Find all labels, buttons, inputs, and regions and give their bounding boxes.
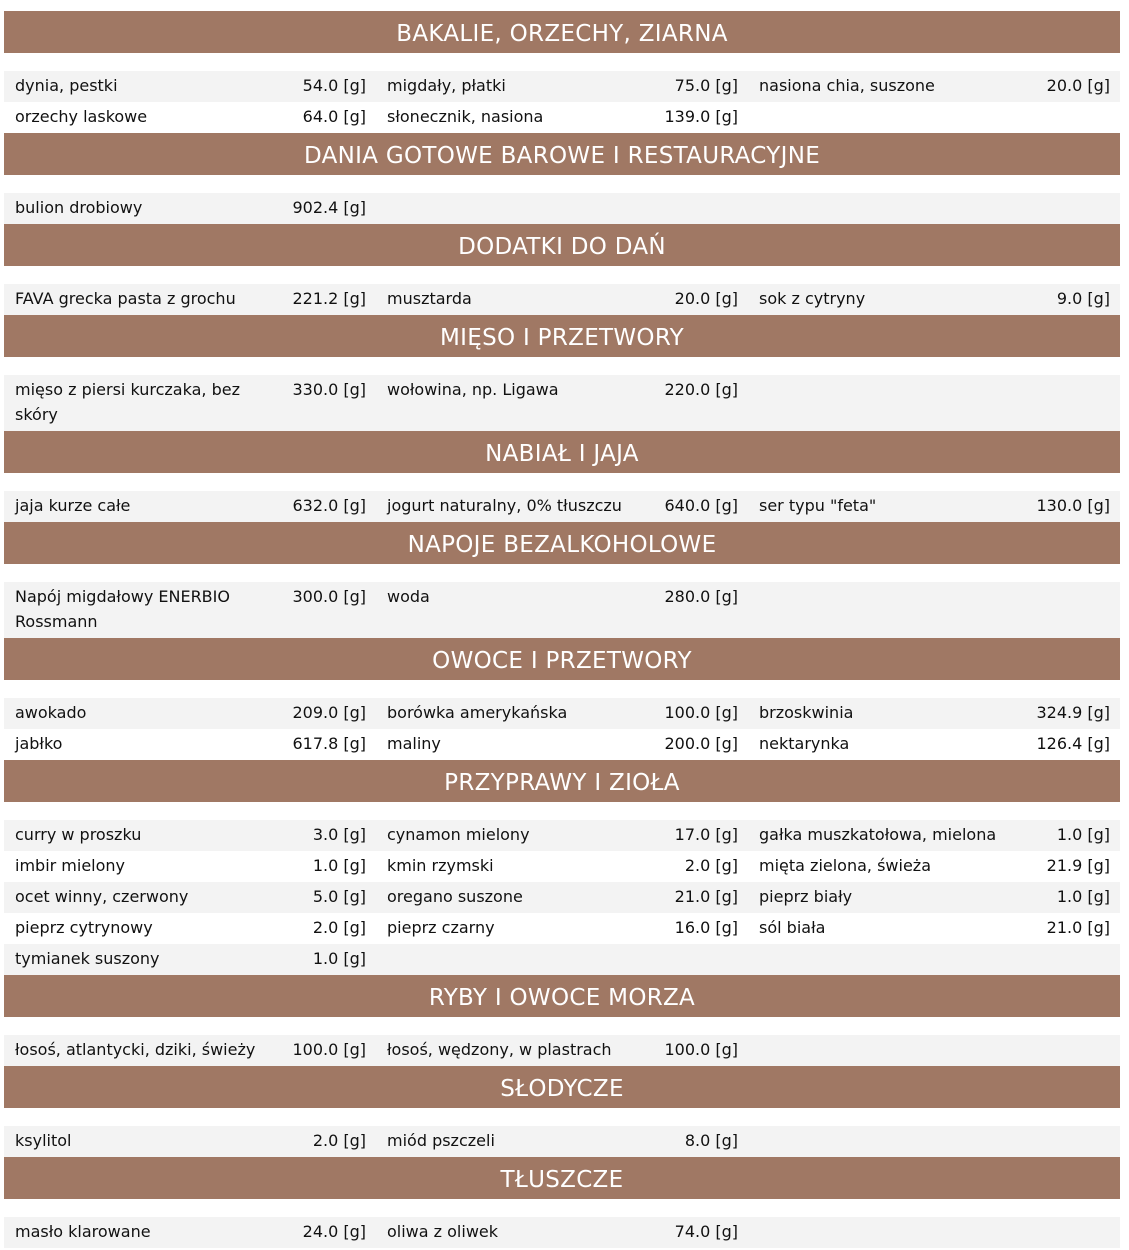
section-items [4, 680, 1120, 760]
section-items [4, 473, 1120, 522]
list-item [748, 820, 1120, 851]
section-title: PRZYPRAWY I ZIOŁA [4, 760, 1120, 802]
item-name: kmin rzymski [387, 856, 494, 875]
item-amount: 16.0 [g] [674, 918, 738, 937]
list-item [376, 71, 748, 102]
item-name: ksylitol [15, 1131, 72, 1150]
list-item [748, 1126, 1120, 1157]
list-item [4, 729, 376, 760]
section-owoce-i-przetwory [4, 638, 1120, 760]
section-title: DANIA GOTOWE BAROWE I RESTAURACYJNE [4, 133, 1120, 175]
section-title: DODATKI DO DAŃ [4, 224, 1120, 266]
item-name: masło klarowane [15, 1222, 151, 1241]
list-item [748, 1217, 1120, 1248]
section-dodatki-do-dan [4, 224, 1120, 315]
section-slodycze [4, 1066, 1120, 1157]
section-items [4, 564, 1120, 638]
item-name: maliny [387, 734, 441, 753]
list-item [376, 729, 748, 760]
item-name: curry w proszku [15, 825, 142, 844]
item-name: dynia, pestki [15, 76, 118, 95]
section-title: NAPOJE BEZALKOHOLOWE [4, 522, 1120, 564]
item-amount: 126.4 [g] [1036, 734, 1110, 753]
item-amount: 1.0 [g] [312, 949, 366, 968]
section-title: BAKALIE, ORZECHY, ZIARNA [4, 11, 1120, 53]
item-amount: 75.0 [g] [674, 76, 738, 95]
item-row [4, 582, 1120, 638]
item-amount: 21.0 [g] [1046, 918, 1110, 937]
list-item [4, 1217, 376, 1248]
item-name: brzoskwinia [759, 703, 854, 722]
item-row [4, 820, 1120, 851]
section-nabial-i-jaja [4, 431, 1120, 522]
item-name: słonecznik, nasiona [387, 107, 544, 126]
section-dania-gotowe-barowe-i-restauracyjne [4, 133, 1120, 224]
section-bakalie-orzechy-ziarna [4, 11, 1120, 133]
section-tluszcze [4, 1157, 1120, 1248]
item-name: pieprz cytrynowy [15, 918, 153, 937]
item-amount: 632.0 [g] [292, 496, 366, 515]
list-item [748, 882, 1120, 913]
section-title: RYBY I OWOCE MORZA [4, 975, 1120, 1017]
item-name: tymianek suszony [15, 949, 160, 968]
list-item [748, 698, 1120, 729]
section-title: MIĘSO I PRZETWORY [4, 315, 1120, 357]
item-amount: 20.0 [g] [1046, 76, 1110, 95]
item-name: pieprz biały [759, 887, 853, 906]
item-name: sok z cytryny [759, 289, 866, 308]
list-item [376, 820, 748, 851]
item-name: sól biała [759, 918, 826, 937]
item-amount: 300.0 [g] [292, 587, 366, 606]
item-amount: 100.0 [g] [664, 703, 738, 722]
section-items [4, 1108, 1120, 1157]
item-amount: 9.0 [g] [1056, 289, 1110, 308]
item-amount: 24.0 [g] [302, 1222, 366, 1241]
item-amount: 280.0 [g] [664, 587, 738, 606]
section-przyprawy-i-ziola [4, 760, 1120, 975]
section-items [4, 53, 1120, 133]
list-item [748, 193, 1120, 224]
item-amount: 21.9 [g] [1046, 856, 1110, 875]
item-name: mięso z piersi kurczaka, bez skóry [15, 380, 240, 424]
item-name: cynamon mielony [387, 825, 530, 844]
section-items [4, 357, 1120, 431]
list-item [748, 71, 1120, 102]
item-amount: 1.0 [g] [1056, 825, 1110, 844]
item-amount: 902.4 [g] [292, 198, 366, 217]
section-items [4, 1017, 1120, 1066]
item-name: FAVA grecka pasta z grochu [15, 289, 236, 308]
section-title: TŁUSZCZE [4, 1157, 1120, 1199]
shopping-list [4, 11, 1120, 1248]
list-item [4, 284, 376, 315]
item-name: orzechy laskowe [15, 107, 148, 126]
item-amount: 20.0 [g] [674, 289, 738, 308]
list-item [376, 491, 748, 522]
section-title: NABIAŁ I JAJA [4, 431, 1120, 473]
item-name: oregano suszone [387, 887, 523, 906]
item-name: pieprz czarny [387, 918, 495, 937]
list-item [748, 913, 1120, 944]
item-amount: 221.2 [g] [292, 289, 366, 308]
list-item [4, 582, 376, 638]
list-item [4, 102, 376, 133]
item-name: mięta zielona, świeża [759, 856, 931, 875]
item-row [4, 882, 1120, 913]
list-item [376, 193, 748, 224]
list-item [4, 193, 376, 224]
list-item [4, 1126, 376, 1157]
item-amount: 1.0 [g] [1056, 887, 1110, 906]
item-row [4, 491, 1120, 522]
item-amount: 74.0 [g] [674, 1222, 738, 1241]
list-item [376, 582, 748, 638]
list-item [4, 851, 376, 882]
item-amount: 200.0 [g] [664, 734, 738, 753]
item-amount: 2.0 [g] [312, 1131, 366, 1150]
item-amount: 17.0 [g] [674, 825, 738, 844]
item-amount: 1.0 [g] [312, 856, 366, 875]
list-item [748, 1035, 1120, 1066]
item-row [4, 729, 1120, 760]
item-amount: 64.0 [g] [302, 107, 366, 126]
item-amount: 21.0 [g] [674, 887, 738, 906]
list-item [4, 913, 376, 944]
item-row [4, 698, 1120, 729]
list-item [748, 102, 1120, 133]
list-item [376, 1035, 748, 1066]
item-name: łosoś, wędzony, w plastrach [387, 1040, 612, 1059]
section-items [4, 266, 1120, 315]
section-ryby-i-owoce-morza [4, 975, 1120, 1066]
item-name: łosoś, atlantycki, dziki, świeży [15, 1040, 256, 1059]
item-name: wołowina, np. Ligawa [387, 380, 559, 399]
section-mieso-i-przetwory [4, 315, 1120, 431]
item-row [4, 944, 1120, 975]
item-amount: 324.9 [g] [1036, 703, 1110, 722]
item-name: nektarynka [759, 734, 850, 753]
item-name: nasiona chia, suszone [759, 76, 935, 95]
list-item [4, 71, 376, 102]
item-name: gałka muszkatołowa, mielona [759, 825, 997, 844]
item-name: ser typu "feta" [759, 496, 877, 515]
item-amount: 5.0 [g] [312, 887, 366, 906]
list-item [4, 1035, 376, 1066]
list-item [748, 851, 1120, 882]
section-napoje-bezalkoholowe [4, 522, 1120, 638]
item-name: bulion drobiowy [15, 198, 143, 217]
list-item [748, 944, 1120, 975]
item-name: ocet winny, czerwony [15, 887, 189, 906]
list-item [376, 375, 748, 431]
list-item [376, 944, 748, 975]
item-name: Napój migdałowy ENERBIO Rossmann [15, 587, 230, 631]
item-row [4, 193, 1120, 224]
item-name: borówka amerykańska [387, 703, 568, 722]
list-item [376, 1126, 748, 1157]
item-amount: 100.0 [g] [664, 1040, 738, 1059]
item-name: migdały, płatki [387, 76, 506, 95]
item-amount: 130.0 [g] [1036, 496, 1110, 515]
item-row [4, 375, 1120, 431]
list-item [376, 102, 748, 133]
item-name: woda [387, 587, 430, 606]
list-item [4, 882, 376, 913]
item-row [4, 851, 1120, 882]
item-amount: 54.0 [g] [302, 76, 366, 95]
item-row [4, 71, 1120, 102]
item-row [4, 284, 1120, 315]
item-amount: 640.0 [g] [664, 496, 738, 515]
section-items [4, 175, 1120, 224]
item-name: oliwa z oliwek [387, 1222, 499, 1241]
item-name: musztarda [387, 289, 472, 308]
item-amount: 2.0 [g] [684, 856, 738, 875]
list-item [376, 1217, 748, 1248]
item-name: jabłko [15, 734, 63, 753]
item-row [4, 913, 1120, 944]
list-item [4, 944, 376, 975]
list-item [4, 491, 376, 522]
list-item [748, 284, 1120, 315]
list-item [376, 284, 748, 315]
section-title: SŁODYCZE [4, 1066, 1120, 1108]
item-name: imbir mielony [15, 856, 126, 875]
item-amount: 3.0 [g] [312, 825, 366, 844]
item-name: miód pszczeli [387, 1131, 495, 1150]
item-amount: 209.0 [g] [292, 703, 366, 722]
list-item [4, 820, 376, 851]
item-amount: 139.0 [g] [664, 107, 738, 126]
list-item [376, 851, 748, 882]
list-item [376, 882, 748, 913]
list-item [376, 698, 748, 729]
item-row [4, 1126, 1120, 1157]
section-title: OWOCE I PRZETWORY [4, 638, 1120, 680]
list-item [4, 698, 376, 729]
list-item [748, 729, 1120, 760]
item-row [4, 1035, 1120, 1066]
item-amount: 617.8 [g] [292, 734, 366, 753]
item-name: jaja kurze całe [15, 496, 131, 515]
list-item [748, 582, 1120, 638]
item-row [4, 1217, 1120, 1248]
item-amount: 2.0 [g] [312, 918, 366, 937]
item-amount: 8.0 [g] [684, 1131, 738, 1150]
section-items [4, 1199, 1120, 1248]
item-row [4, 102, 1120, 133]
item-amount: 330.0 [g] [292, 380, 366, 399]
item-amount: 220.0 [g] [664, 380, 738, 399]
list-item [748, 491, 1120, 522]
item-name: jogurt naturalny, 0% tłuszczu [387, 496, 622, 515]
list-item [4, 375, 376, 431]
list-item [748, 375, 1120, 431]
item-amount: 100.0 [g] [292, 1040, 366, 1059]
item-name: awokado [15, 703, 87, 722]
section-items [4, 802, 1120, 975]
list-item [376, 913, 748, 944]
